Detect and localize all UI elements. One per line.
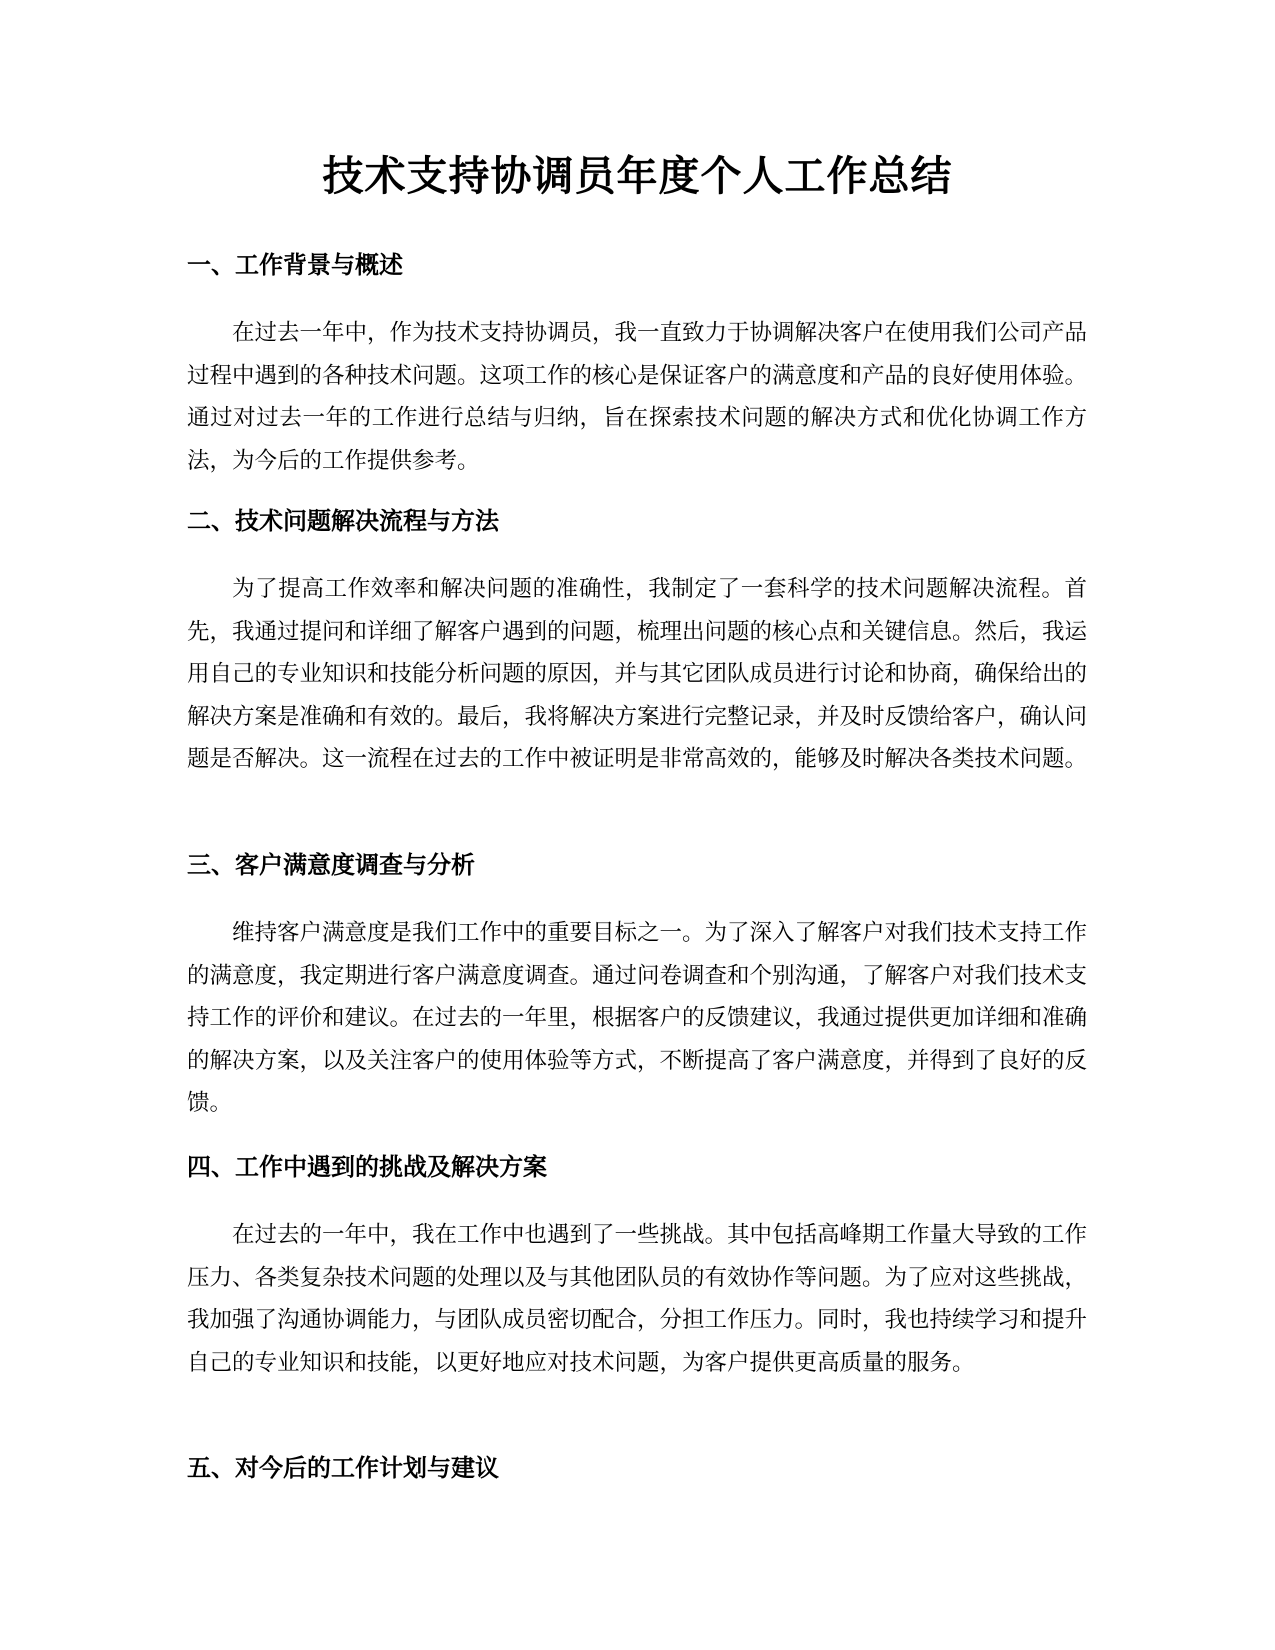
section-heading: 五、对今后的工作计划与建议 <box>187 1454 499 1482</box>
section-work-background <box>187 248 1087 482</box>
section-problem-solving-process <box>187 504 1087 781</box>
section-paragraph: 在过去的一年中，我在工作中也遇到了一些挑战。其中包括高峰期工作量大导致的工作压力、各类复杂技术问题的处理以及与其他团队员的有效协作等问题。为了应对这些挑战，我加强了沟通协调能力，与团队成员密切配合，分担工作压力。同时，我也持续学习和提升自己的专业知识和技能，以更好地应对技术问题，为客户提供更高质量的服务。 <box>187 1222 1088 1376</box>
section-heading: 二、技术问题解决流程与方法 <box>187 507 499 535</box>
page-title: 技术支持协调员年度个人工作总结 <box>322 152 953 200</box>
section-customer-satisfaction <box>187 848 1087 1125</box>
section-paragraph: 为了提高工作效率和解决问题的准确性，我制定了一套科学的技术问题解决流程。首先，我通过提问和详细了解客户遇到的问题，梳理出问题的核心点和关键信息。然后，我运用自己的专业知识和技能分析问题的原因，并与其它团队成员进行讨论和协商，确保给出的解决方案是准确和有效的。最后，我将解决方案进行完整记录，并及时反馈给客户，确认问题是否解决。这一流程在过去的工作中被证明是非常高效的，能够及时解决各类技术问题。 <box>187 576 1088 773</box>
section-heading: 一、工作背景与概述 <box>187 251 403 279</box>
section-future-plans <box>187 1451 1087 1515</box>
section-heading: 四、工作中遇到的挑战及解决方案 <box>187 1153 547 1181</box>
section-heading: 三、客户满意度调查与分析 <box>187 851 475 879</box>
section-paragraph: 在过去一年中，作为技术支持协调员，我一直致力于协调解决客户在使用我们公司产品过程中遇到的各种技术问题。这项工作的核心是保证客户的满意度和产品的良好使用体验。通过对过去一年的工作进行总结与归纳，旨在探索技术问题的解决方式和优化协调工作方法，为今后的工作提供参考。 <box>187 320 1088 474</box>
section-paragraph: 维持客户满意度是我们工作中的重要目标之一。为了深入了解客户对我们技术支持工作的满意度，我定期进行客户满意度调查。通过问卷调查和个别沟通，了解客户对我们技术支持工作的评价和建议。在过去的一年里，根据客户的反馈建议，我通过提供更加详细和准确的解决方案，以及关注客户的使用体验等方式，不断提高了客户满意度，并得到了良好的反馈。 <box>187 920 1088 1117</box>
section-challenges-solutions <box>187 1150 1087 1384</box>
